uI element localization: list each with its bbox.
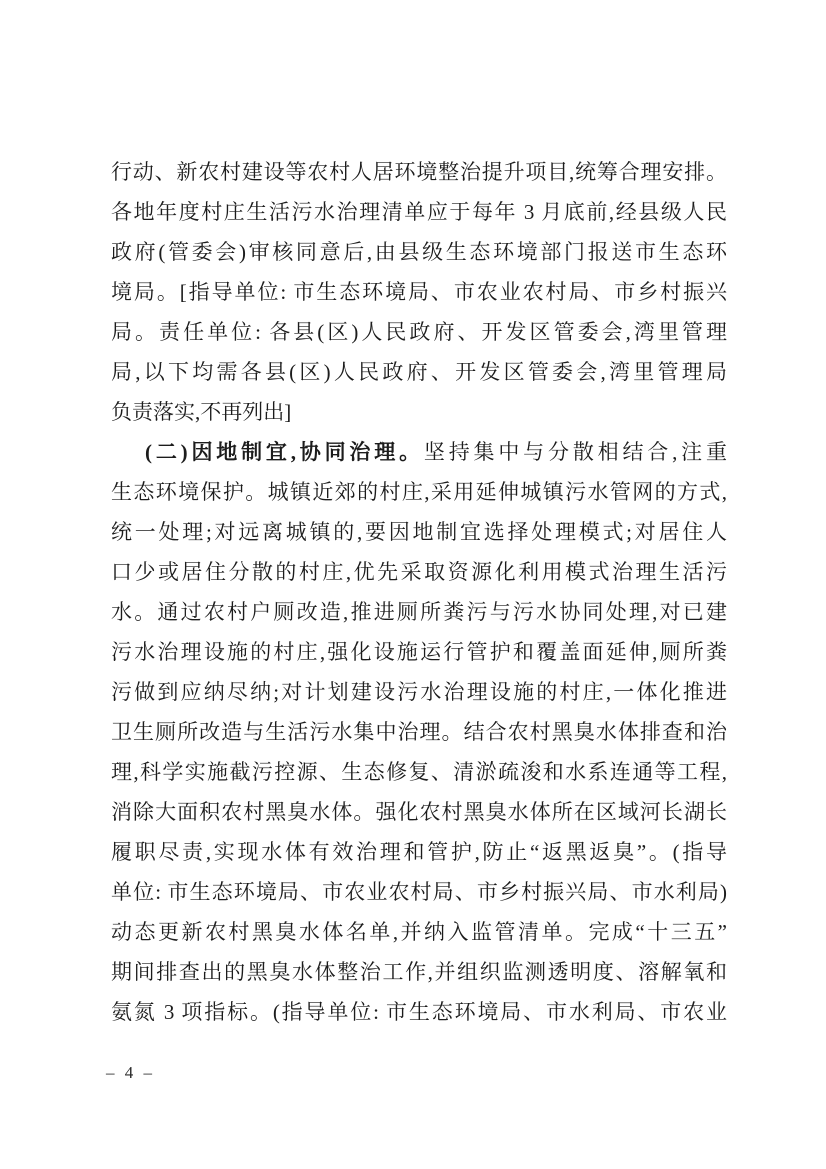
text-line-5: 局。责任单位: 各县(区)人民政府、开发区管委会,湾里管理 <box>111 320 727 344</box>
text-line-19: 单位: 市生态环境局、市农业农村局、市乡村振兴局、市水利局) <box>111 880 727 904</box>
text-line-20: 动态更新农村黑臭水体名单,并纳入监管清单。完成“十三五” <box>111 920 727 944</box>
page-number: – 4 – <box>106 1063 155 1082</box>
text-line-18: 履职尽责,实现水体有效治理和管护,防止“返黑返臭”。(指导 <box>111 840 727 864</box>
document-body <box>111 152 727 1032</box>
text-line-4: 境局。[指导单位: 市生态环境局、市农业农村局、市乡村振兴 <box>111 280 727 304</box>
text-line-9: 生态环境保护。城镇近郊的村庄,采用延伸城镇污水管网的方式, <box>111 480 727 504</box>
text-line-6: 局,以下均需各县(区)人民政府、开发区管委会,湾里管理局 <box>111 360 727 384</box>
text-line-3: 政府(管委会)审核同意后,由县级生态环境部门报送市生态环 <box>111 240 727 264</box>
text-segment: 坚持集中与分散相结合,注重 <box>423 440 727 464</box>
text-line-16: 理,科学实施截污控源、生态修复、清淤疏浚和水系连通等工程, <box>111 760 727 784</box>
text-line-17: 消除大面积农村黑臭水体。强化农村黑臭水体所在区域河长湖长 <box>111 800 727 824</box>
text-line-12: 水。通过农村户厕改造,推进厕所粪污与污水协同处理,对已建 <box>111 600 727 624</box>
text-line-21: 期间排查出的黑臭水体整治工作,并组织监测透明度、溶解氧和 <box>111 960 727 984</box>
text-line-14: 污做到应纳尽纳;对计划建设污水治理设施的村庄,一体化推进 <box>111 680 727 704</box>
text-line-10: 统一处理;对远离城镇的,要因地制宜选择处理模式;对居住人 <box>111 520 727 544</box>
text-line-1: 行动、新农村建设等农村人居环境整治提升项目,统筹合理安排。 <box>111 160 727 184</box>
text-line-7: 负责落实,不再列出] <box>111 400 292 424</box>
text-line-8 <box>111 432 727 472</box>
text-line-22: 氨氮 3 项指标。(指导单位: 市生态环境局、市水利局、市农业 <box>111 1000 727 1024</box>
text-line-13: 污水治理设施的村庄,强化设施运行管护和覆盖面延伸,厕所粪 <box>111 640 727 664</box>
text-line-11: 口少或居住分散的村庄,优先采取资源化利用模式治理生活污 <box>111 560 727 584</box>
text-line-15: 卫生厕所改造与生活污水集中治理。结合农村黑臭水体排查和治 <box>111 720 727 744</box>
text-line-2: 各地年度村庄生活污水治理清单应于每年 3 月底前,经县级人民 <box>111 200 727 224</box>
section-heading: (二)因地制宜,协同治理。 <box>145 440 424 464</box>
